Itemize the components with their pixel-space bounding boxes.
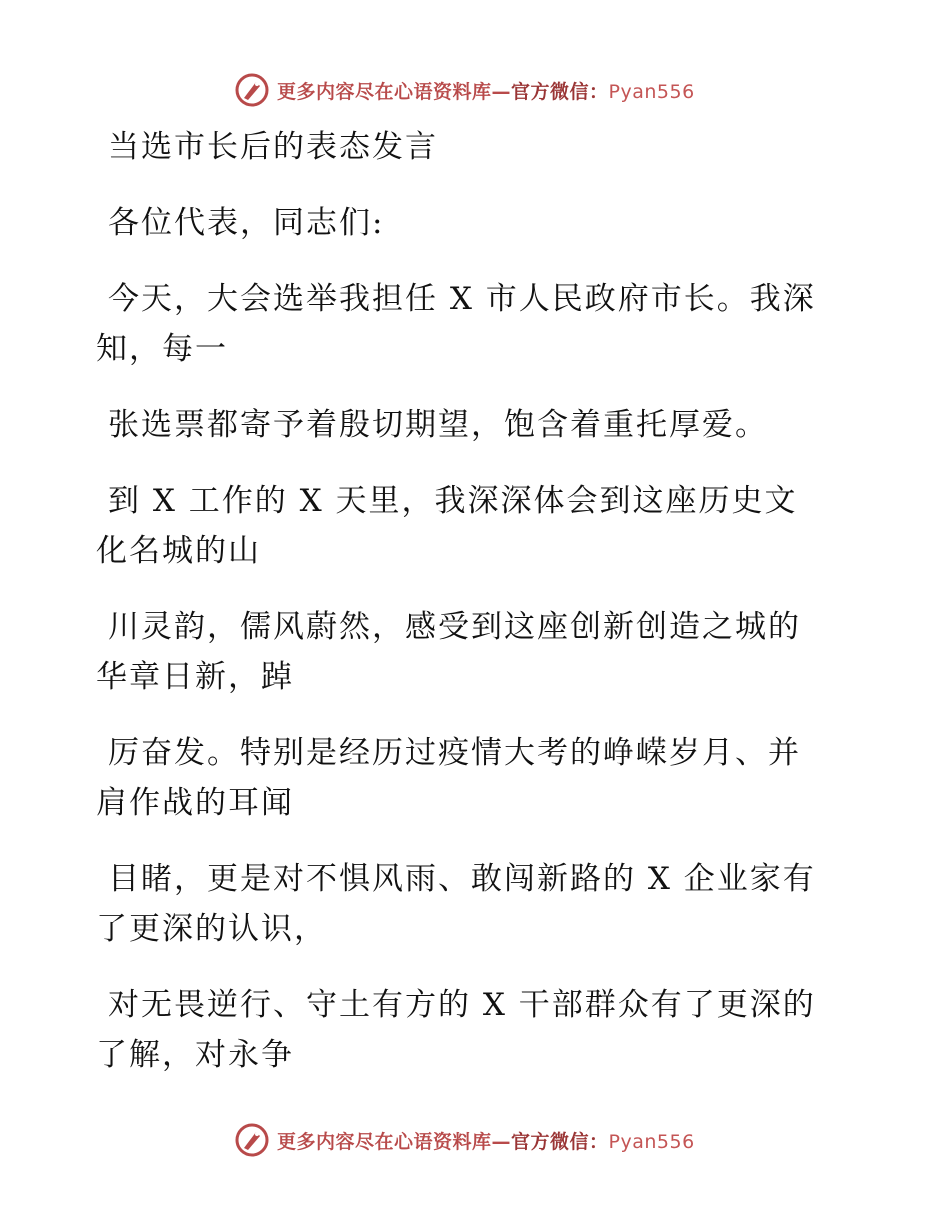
paragraph	[96, 400, 856, 450]
paragraph-line: 厉奋发。特别是经历过疫情大考的峥嵘岁月、并	[108, 735, 801, 771]
paragraph-line: 张选票都寄予着殷切期望，饱含着重托厚爱。	[108, 407, 768, 443]
header-watermark	[235, 72, 715, 108]
paragraph-line: 今天，大会选举我担任 X 市人民政府市长。我深	[108, 281, 816, 317]
watermark-separator: —	[491, 1130, 512, 1153]
paragraph	[96, 728, 856, 828]
pen-nib-logo-icon	[235, 1123, 269, 1157]
paragraph-line: 了更深的认识，	[96, 911, 327, 947]
paragraph-line: 肩作战的耳闻	[96, 785, 294, 821]
pen-nib-logo-icon	[235, 73, 269, 107]
paragraph	[96, 476, 856, 576]
paragraph-line: 华章日新，踔	[96, 659, 294, 695]
paragraph	[96, 854, 856, 954]
paragraph-line: 到 X 工作的 X 天里，我深深体会到这座历史文	[108, 483, 798, 519]
document-title: 当选市长后的表态发言	[108, 129, 438, 165]
watermark-label: 官方微信：	[511, 1130, 609, 1153]
paragraph	[96, 274, 856, 374]
paragraph-line: 知，每一	[96, 331, 228, 367]
paragraph	[96, 980, 856, 1080]
paragraph	[96, 602, 856, 702]
watermark-main: 更多内容尽在心语资料库	[277, 1130, 492, 1153]
watermark-text	[277, 1127, 695, 1154]
document-body	[96, 122, 856, 1080]
watermark-id: Pyan556	[608, 80, 695, 103]
watermark-label: 官方微信：	[511, 80, 609, 103]
paragraph-line: 川灵韵，儒风蔚然，感受到这座创新创造之城的	[108, 609, 801, 645]
paragraph-line: 目睹，更是对不惧风雨、敢闯新路的 X 企业家有	[108, 861, 816, 897]
watermark-separator: —	[491, 80, 512, 103]
watermark-main: 更多内容尽在心语资料库	[277, 80, 492, 103]
paragraph-line: 对无畏逆行、守土有方的 X 干部群众有了更深的	[108, 987, 816, 1023]
watermark-id: Pyan556	[608, 1130, 695, 1153]
paragraph-line: 化名城的山	[96, 533, 261, 569]
watermark-text	[277, 77, 695, 104]
salutation: 各位代表，同志们:	[108, 205, 385, 241]
paragraph-line: 了解，对永争	[96, 1037, 294, 1073]
footer-watermark	[235, 1122, 715, 1158]
